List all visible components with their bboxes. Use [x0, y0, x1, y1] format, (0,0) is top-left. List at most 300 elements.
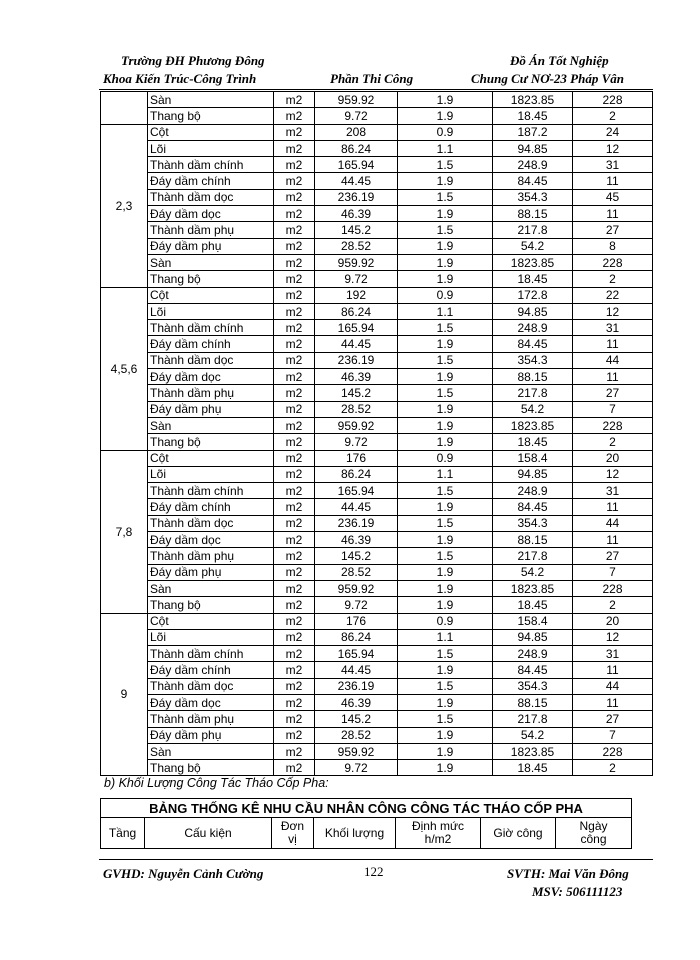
table-row — [101, 369, 653, 385]
footer-rule — [99, 859, 653, 860]
unit-cell: m2 — [274, 580, 315, 596]
norm-cell: 1.9 — [398, 532, 493, 548]
labor-days-cell: 11 — [573, 662, 653, 678]
labor-hours-cell: 94.85 — [493, 303, 573, 319]
header-floor: Tầng — [101, 818, 145, 849]
norm-cell: 1.9 — [398, 694, 493, 710]
labor-days-cell: 8 — [573, 238, 653, 254]
labor-hours-cell: 84.45 — [493, 499, 573, 515]
area-cell: 44.45 — [315, 336, 398, 352]
area-cell: 9.72 — [315, 108, 398, 124]
component-cell: Thang bộ — [148, 760, 274, 776]
labor-days-cell: 2 — [573, 108, 653, 124]
norm-cell: 1.9 — [398, 238, 493, 254]
area-cell: 9.72 — [315, 597, 398, 613]
labor-hours-cell: 54.2 — [493, 401, 573, 417]
norm-cell: 1.9 — [398, 580, 493, 596]
norm-cell: 1.9 — [398, 564, 493, 580]
unit-cell: m2 — [274, 548, 315, 564]
labor-days-cell: 7 — [573, 727, 653, 743]
area-cell: 145.2 — [315, 222, 398, 238]
labor-hours-cell: 248.9 — [493, 646, 573, 662]
norm-cell: 1.9 — [398, 401, 493, 417]
component-cell: Đáy dầm dọc — [148, 206, 274, 222]
labor-hours-cell: 354.3 — [493, 678, 573, 694]
floor-cell: 7,8 — [101, 450, 148, 613]
labor-hours-cell: 54.2 — [493, 238, 573, 254]
labor-hours-cell: 18.45 — [493, 434, 573, 450]
area-cell: 46.39 — [315, 206, 398, 222]
footer-student-id: MSV: 506111123 — [532, 884, 623, 899]
table-row — [101, 629, 653, 645]
header-unit: Đơn vị — [272, 818, 314, 849]
unit-cell: m2 — [274, 694, 315, 710]
labor-hours-cell: 172.8 — [493, 287, 573, 303]
table-row — [101, 336, 653, 352]
table-row — [101, 727, 653, 743]
unit-cell: m2 — [274, 711, 315, 727]
table-row — [101, 238, 653, 254]
unit-cell: m2 — [274, 466, 315, 482]
area-cell: 165.94 — [315, 483, 398, 499]
component-cell: Thành dầm chính — [148, 320, 274, 336]
labor-days-cell: 228 — [573, 254, 653, 270]
labor-hours-cell: 84.45 — [493, 336, 573, 352]
norm-cell: 1.9 — [398, 760, 493, 776]
unit-cell: m2 — [274, 271, 315, 287]
component-cell: Đáy dầm chính — [148, 173, 274, 189]
table-row — [101, 189, 653, 205]
table-row — [101, 564, 653, 580]
norm-cell: 1.9 — [398, 254, 493, 270]
footer-student: SVTH: Mai Văn Đông — [507, 866, 629, 881]
labor-days-cell: 11 — [573, 532, 653, 548]
norm-cell: 1.5 — [398, 189, 493, 205]
formwork-table — [100, 91, 653, 776]
table-row — [101, 743, 653, 759]
unit-cell: m2 — [274, 189, 315, 205]
unit-cell: m2 — [274, 564, 315, 580]
component-cell: Lõi — [148, 466, 274, 482]
table-row — [101, 646, 653, 662]
unit-cell: m2 — [274, 597, 315, 613]
norm-cell: 1.9 — [398, 173, 493, 189]
unit-cell: m2 — [274, 320, 315, 336]
labor-hours-cell: 1823.85 — [493, 417, 573, 433]
table-row — [101, 206, 653, 222]
area-cell: 236.19 — [315, 515, 398, 531]
area-cell: 165.94 — [315, 320, 398, 336]
norm-cell: 1.9 — [398, 206, 493, 222]
labor-days-cell: 45 — [573, 189, 653, 205]
labor-hours-cell: 88.15 — [493, 694, 573, 710]
labor-hours-cell: 158.4 — [493, 450, 573, 466]
unit-cell: m2 — [274, 173, 315, 189]
component-cell: Thang bộ — [148, 271, 274, 287]
labor-hours-cell: 84.45 — [493, 173, 573, 189]
area-cell: 959.92 — [315, 580, 398, 596]
norm-cell: 1.5 — [398, 711, 493, 727]
labor-days-cell: 228 — [573, 580, 653, 596]
unit-cell: m2 — [274, 352, 315, 368]
labor-days-cell: 31 — [573, 157, 653, 173]
table-row — [101, 287, 653, 303]
labor-days-cell: 27 — [573, 711, 653, 727]
norm-cell: 1.9 — [398, 271, 493, 287]
unit-cell: m2 — [274, 499, 315, 515]
component-cell: Cột — [148, 450, 274, 466]
table-row — [101, 254, 653, 270]
area-cell: 959.92 — [315, 92, 398, 108]
labor-days-cell: 2 — [573, 597, 653, 613]
table-row — [101, 678, 653, 694]
labor-hours-cell: 248.9 — [493, 157, 573, 173]
component-cell: Đáy dầm phụ — [148, 564, 274, 580]
norm-cell: 1.1 — [398, 466, 493, 482]
norm-cell: 1.9 — [398, 597, 493, 613]
norm-cell: 1.5 — [398, 222, 493, 238]
labor-days-cell: 44 — [573, 352, 653, 368]
labor-hours-cell: 354.3 — [493, 189, 573, 205]
area-cell: 28.52 — [315, 727, 398, 743]
norm-cell: 0.9 — [398, 450, 493, 466]
norm-cell: 1.1 — [398, 629, 493, 645]
labor-days-cell: 44 — [573, 678, 653, 694]
norm-cell: 1.9 — [398, 336, 493, 352]
table-row — [101, 711, 653, 727]
component-cell: Thành dầm dọc — [148, 352, 274, 368]
component-cell: Sàn — [148, 743, 274, 759]
table-row — [101, 140, 653, 156]
component-cell: Cột — [148, 287, 274, 303]
table-row — [101, 434, 653, 450]
labor-hours-cell: 94.85 — [493, 466, 573, 482]
unit-cell: m2 — [274, 92, 315, 108]
norm-cell: 0.9 — [398, 287, 493, 303]
table-row — [101, 271, 653, 287]
labor-hours-cell: 1823.85 — [493, 254, 573, 270]
area-cell: 9.72 — [315, 760, 398, 776]
area-cell: 192 — [315, 287, 398, 303]
table-row — [101, 532, 653, 548]
area-cell: 28.52 — [315, 238, 398, 254]
table-row — [101, 417, 653, 433]
labor-days-cell: 22 — [573, 287, 653, 303]
labor-days-cell: 11 — [573, 173, 653, 189]
table-row — [101, 499, 653, 515]
floor-cell: 4,5,6 — [101, 287, 148, 450]
area-cell: 86.24 — [315, 140, 398, 156]
norm-cell: 1.5 — [398, 385, 493, 401]
labor-days-cell: 7 — [573, 401, 653, 417]
labor-days-cell: 20 — [573, 613, 653, 629]
unit-cell: m2 — [274, 629, 315, 645]
labor-days-cell: 27 — [573, 222, 653, 238]
labor-days-cell: 11 — [573, 336, 653, 352]
component-cell: Đáy dầm dọc — [148, 694, 274, 710]
unit-cell: m2 — [274, 678, 315, 694]
labor-hours-cell: 248.9 — [493, 483, 573, 499]
labor-hours-cell: 217.8 — [493, 222, 573, 238]
component-cell: Sàn — [148, 417, 274, 433]
labor-days-cell: 7 — [573, 564, 653, 580]
labor-hours-cell: 1823.85 — [493, 92, 573, 108]
footer-supervisor: GVHD: Nguyễn Cảnh Cường — [103, 866, 264, 881]
table-row — [101, 613, 653, 629]
component-cell: Sàn — [148, 254, 274, 270]
labor-hours-cell: 88.15 — [493, 206, 573, 222]
labor-days-cell: 2 — [573, 271, 653, 287]
labor-days-cell: 12 — [573, 303, 653, 319]
area-cell: 176 — [315, 613, 398, 629]
header-quantity: Khối lượng — [314, 818, 396, 849]
labor-days-cell: 228 — [573, 92, 653, 108]
component-cell: Thành dầm dọc — [148, 515, 274, 531]
component-cell: Thành dầm phụ — [148, 548, 274, 564]
labor-hours-cell: 88.15 — [493, 369, 573, 385]
unit-cell: m2 — [274, 385, 315, 401]
labor-hours-cell: 94.85 — [493, 629, 573, 645]
labor-days-cell: 12 — [573, 629, 653, 645]
labor-hours-cell: 217.8 — [493, 385, 573, 401]
labor-hours-cell: 354.3 — [493, 515, 573, 531]
unit-cell: m2 — [274, 124, 315, 140]
labor-days-cell: 228 — [573, 417, 653, 433]
unit-cell: m2 — [274, 532, 315, 548]
unit-cell: m2 — [274, 727, 315, 743]
norm-cell: 1.9 — [398, 662, 493, 678]
area-cell: 86.24 — [315, 629, 398, 645]
component-cell: Đáy dầm dọc — [148, 532, 274, 548]
norm-cell: 1.9 — [398, 108, 493, 124]
unit-cell: m2 — [274, 222, 315, 238]
area-cell: 236.19 — [315, 678, 398, 694]
norm-cell: 1.9 — [398, 369, 493, 385]
labor-hours-cell: 217.8 — [493, 711, 573, 727]
area-cell: 9.72 — [315, 271, 398, 287]
table-row — [101, 694, 653, 710]
floor-cell — [101, 92, 148, 125]
section-b-title: b) Khối Lượng Công Tác Tháo Cốp Pha: — [104, 776, 329, 790]
table-row — [101, 548, 653, 564]
labor-hours-cell: 248.9 — [493, 320, 573, 336]
labor-days-cell: 2 — [573, 760, 653, 776]
norm-cell: 1.1 — [398, 303, 493, 319]
component-cell: Thành dầm chính — [148, 157, 274, 173]
labor-hours-cell: 1823.85 — [493, 743, 573, 759]
area-cell: 46.39 — [315, 694, 398, 710]
labor-days-cell: 20 — [573, 450, 653, 466]
component-cell: Thành dầm phụ — [148, 385, 274, 401]
header-section: Phần Thi Công — [330, 71, 414, 86]
norm-cell: 1.9 — [398, 727, 493, 743]
area-cell: 86.24 — [315, 466, 398, 482]
labor-hours-cell: 18.45 — [493, 108, 573, 124]
table-row — [101, 92, 653, 108]
table-row — [101, 157, 653, 173]
component-cell: Thành dầm dọc — [148, 189, 274, 205]
unit-cell: m2 — [274, 646, 315, 662]
labor-days-cell: 2 — [573, 434, 653, 450]
labor-days-cell: 11 — [573, 499, 653, 515]
component-cell: Sàn — [148, 92, 274, 108]
norm-cell: 1.9 — [398, 92, 493, 108]
norm-cell: 1.9 — [398, 434, 493, 450]
component-cell: Thành dầm chính — [148, 483, 274, 499]
table-row — [101, 580, 653, 596]
component-cell: Đáy dầm dọc — [148, 369, 274, 385]
norm-cell: 1.5 — [398, 548, 493, 564]
area-cell: 145.2 — [315, 711, 398, 727]
norm-cell: 1.5 — [398, 320, 493, 336]
table-row — [101, 450, 653, 466]
labor-hours-cell: 54.2 — [493, 727, 573, 743]
labor-days-cell: 27 — [573, 548, 653, 564]
component-cell: Thành dầm chính — [148, 646, 274, 662]
labor-hours-cell: 217.8 — [493, 548, 573, 564]
unit-cell: m2 — [274, 336, 315, 352]
unit-cell: m2 — [274, 206, 315, 222]
unit-cell: m2 — [274, 515, 315, 531]
table-row — [101, 483, 653, 499]
unit-cell: m2 — [274, 613, 315, 629]
labor-days-cell: 11 — [573, 694, 653, 710]
page-number: 122 — [364, 864, 384, 879]
labor-hours-cell: 158.4 — [493, 613, 573, 629]
table-row — [101, 124, 653, 140]
table-row — [101, 303, 653, 319]
area-cell: 959.92 — [315, 254, 398, 270]
component-cell: Cột — [148, 124, 274, 140]
table-row — [101, 401, 653, 417]
labor-days-cell: 24 — [573, 124, 653, 140]
labor-days-cell: 228 — [573, 743, 653, 759]
table-row — [101, 320, 653, 336]
norm-cell: 1.5 — [398, 157, 493, 173]
header-norm: Định mức h/m2 — [396, 818, 481, 849]
norm-cell: 1.5 — [398, 352, 493, 368]
component-cell: Thành dầm phụ — [148, 711, 274, 727]
labor-hours-cell: 354.3 — [493, 352, 573, 368]
area-cell: 28.52 — [315, 401, 398, 417]
norm-cell: 1.9 — [398, 743, 493, 759]
labor-hours-cell: 18.45 — [493, 760, 573, 776]
area-cell: 236.19 — [315, 189, 398, 205]
component-cell: Cột — [148, 613, 274, 629]
labor-hours-cell: 84.45 — [493, 662, 573, 678]
labor-days-cell: 11 — [573, 206, 653, 222]
table-row — [101, 173, 653, 189]
table-row — [101, 515, 653, 531]
labor-days-cell: 31 — [573, 320, 653, 336]
table-row — [101, 760, 653, 776]
header-school: Trường ĐH Phương Đông — [121, 53, 265, 68]
table-row — [101, 662, 653, 678]
area-cell: 145.2 — [315, 385, 398, 401]
component-cell: Đáy dầm phụ — [148, 727, 274, 743]
unit-cell: m2 — [274, 238, 315, 254]
component-cell: Đáy dầm phụ — [148, 401, 274, 417]
area-cell: 44.45 — [315, 499, 398, 515]
component-cell: Đáy dầm chính — [148, 336, 274, 352]
area-cell: 145.2 — [315, 548, 398, 564]
component-cell: Lõi — [148, 629, 274, 645]
unit-cell: m2 — [274, 303, 315, 319]
norm-cell: 1.9 — [398, 417, 493, 433]
table-row — [101, 222, 653, 238]
labor-hours-cell: 1823.85 — [493, 580, 573, 596]
area-cell: 9.72 — [315, 434, 398, 450]
area-cell: 236.19 — [315, 352, 398, 368]
area-cell: 165.94 — [315, 157, 398, 173]
unit-cell: m2 — [274, 287, 315, 303]
header-project-name: Chung Cư NƠ-23 Pháp Vân — [471, 71, 624, 86]
unit-cell: m2 — [274, 662, 315, 678]
norm-cell: 0.9 — [398, 124, 493, 140]
labor-days-cell: 31 — [573, 646, 653, 662]
header-labor-days: Ngày công — [556, 818, 632, 849]
table-row — [101, 466, 653, 482]
floor-cell: 2,3 — [101, 124, 148, 287]
header-component: Cấu kiện — [145, 818, 272, 849]
area-cell: 959.92 — [315, 417, 398, 433]
labor-hours-cell: 88.15 — [493, 532, 573, 548]
component-cell: Thành dầm dọc — [148, 678, 274, 694]
norm-cell: 1.5 — [398, 678, 493, 694]
header-project-type: Đồ Án Tốt Nghiệp — [510, 53, 609, 68]
header-faculty: Khoa Kiến Trúc-Công Trình — [103, 71, 257, 86]
labor-table — [100, 798, 632, 849]
component-cell: Thành dầm phụ — [148, 222, 274, 238]
labor-hours-cell: 18.45 — [493, 597, 573, 613]
unit-cell: m2 — [274, 743, 315, 759]
area-cell: 959.92 — [315, 743, 398, 759]
header-rule — [99, 89, 653, 90]
labor-days-cell: 11 — [573, 369, 653, 385]
header-labor-hours: Giờ công — [481, 818, 556, 849]
labor-days-cell: 12 — [573, 140, 653, 156]
norm-cell: 0.9 — [398, 613, 493, 629]
area-cell: 46.39 — [315, 369, 398, 385]
table-row — [101, 108, 653, 124]
norm-cell: 1.9 — [398, 499, 493, 515]
unit-cell: m2 — [274, 401, 315, 417]
component-cell: Lõi — [148, 140, 274, 156]
unit-cell: m2 — [274, 108, 315, 124]
area-cell: 46.39 — [315, 532, 398, 548]
area-cell: 208 — [315, 124, 398, 140]
labor-days-cell: 12 — [573, 466, 653, 482]
unit-cell: m2 — [274, 157, 315, 173]
component-cell: Thang bộ — [148, 597, 274, 613]
component-cell: Thang bộ — [148, 108, 274, 124]
unit-cell: m2 — [274, 254, 315, 270]
labor-table-title: BẢNG THỐNG KÊ NHU CẦU NHÂN CÔNG CÔNG TÁC THÁO CỐP PHA — [101, 799, 632, 818]
unit-cell: m2 — [274, 450, 315, 466]
unit-cell: m2 — [274, 483, 315, 499]
area-cell: 44.45 — [315, 173, 398, 189]
component-cell: Đáy dầm chính — [148, 499, 274, 515]
floor-cell: 9 — [101, 613, 148, 776]
component-cell: Sàn — [148, 580, 274, 596]
table-row — [101, 352, 653, 368]
unit-cell: m2 — [274, 140, 315, 156]
labor-hours-cell: 187.2 — [493, 124, 573, 140]
unit-cell: m2 — [274, 760, 315, 776]
unit-cell: m2 — [274, 417, 315, 433]
norm-cell: 1.5 — [398, 515, 493, 531]
area-cell: 86.24 — [315, 303, 398, 319]
